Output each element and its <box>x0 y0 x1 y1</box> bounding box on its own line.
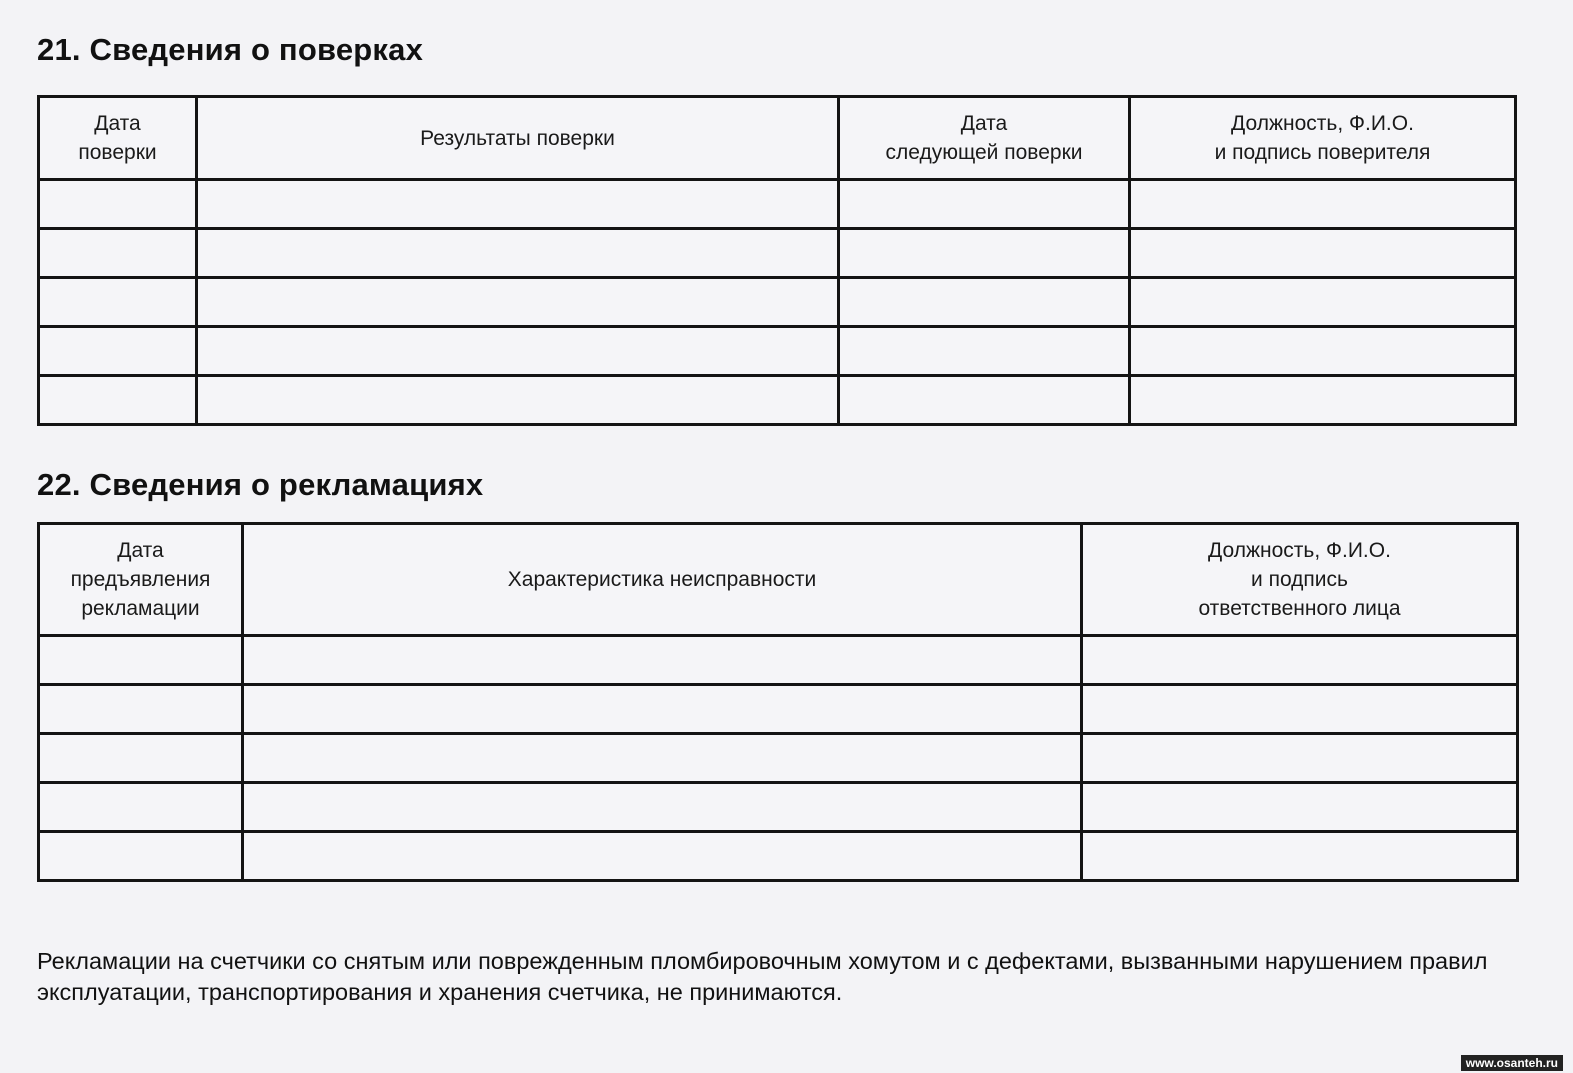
table-cell <box>39 783 243 832</box>
table-cell <box>1082 783 1518 832</box>
site-watermark: www.osanteh.ru <box>1461 1055 1563 1071</box>
table-cell <box>839 180 1130 229</box>
table-cell <box>243 832 1082 881</box>
table-row <box>39 636 1518 685</box>
table-cell <box>39 734 243 783</box>
complaints-table-header <box>39 524 1518 636</box>
column-header-verification-date: Дата поверки <box>39 97 197 180</box>
table-cell <box>1130 180 1516 229</box>
table-cell <box>39 832 243 881</box>
table-cell <box>839 327 1130 376</box>
table-row <box>39 685 1518 734</box>
complaints-notice: Рекламации на счетчики со снятым или поврежденным пломбировочным хомутом и с дефектами, вызванными нарушением правил эксплуатации, транспортирования и хранения счетчика, не принимаются. <box>37 948 1488 1005</box>
table-cell <box>243 685 1082 734</box>
column-header-verification-results: Результаты поверки <box>197 97 839 180</box>
table-cell <box>839 376 1130 425</box>
table-cell <box>1082 685 1518 734</box>
table-cell <box>197 327 839 376</box>
table-cell <box>39 376 197 425</box>
section-21-title: 21. Сведения о поверках <box>37 32 424 67</box>
table-cell <box>39 278 197 327</box>
table-cell <box>1082 832 1518 881</box>
table-cell <box>243 636 1082 685</box>
table-cell <box>1082 734 1518 783</box>
table-row <box>39 832 1518 881</box>
table-row <box>39 734 1518 783</box>
section-22-title: 22. Сведения о рекламациях <box>37 467 484 502</box>
table-cell <box>39 327 197 376</box>
complaints-table <box>37 522 1519 882</box>
table-row <box>39 783 1518 832</box>
table-row <box>39 229 1516 278</box>
table-cell <box>1130 376 1516 425</box>
table-cell <box>1130 278 1516 327</box>
column-header-complaint-date: Дата предъявления рекламации <box>39 524 243 636</box>
table-cell <box>1082 636 1518 685</box>
table-cell <box>839 229 1130 278</box>
table-row <box>39 180 1516 229</box>
verification-table-header <box>39 97 1516 180</box>
table-cell <box>839 278 1130 327</box>
table-row <box>39 327 1516 376</box>
verification-table <box>37 95 1517 426</box>
table-cell <box>197 180 839 229</box>
table-cell <box>243 734 1082 783</box>
table-cell <box>197 278 839 327</box>
column-header-next-verification-date: Дата следующей поверки <box>839 97 1130 180</box>
table-cell <box>243 783 1082 832</box>
column-header-responsible-signature: Должность, Ф.И.О. и подпись ответственного лица <box>1082 524 1518 636</box>
table-cell <box>1130 229 1516 278</box>
column-header-verifier-signature: Должность, Ф.И.О. и подпись поверителя <box>1130 97 1516 180</box>
table-cell <box>39 180 197 229</box>
table-cell <box>197 376 839 425</box>
table-cell <box>39 636 243 685</box>
table-cell <box>39 685 243 734</box>
table-cell <box>39 229 197 278</box>
table-row <box>39 376 1516 425</box>
table-row <box>39 278 1516 327</box>
column-header-fault-description: Характеристика неисправности <box>243 524 1082 636</box>
table-cell <box>1130 327 1516 376</box>
table-cell <box>197 229 839 278</box>
